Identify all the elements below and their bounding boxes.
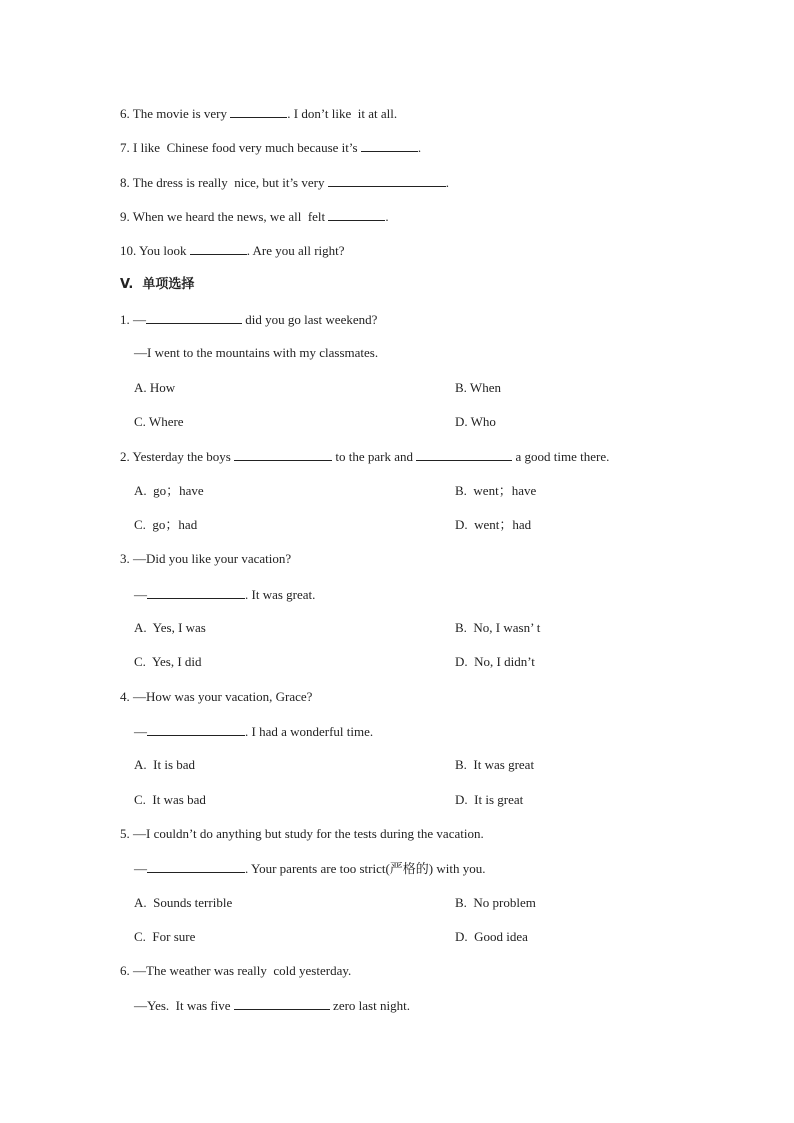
question-text: 2. Yesterday the boys — [120, 449, 235, 464]
option-d[interactable]: D. went；had — [455, 517, 532, 532]
question-2-stem — [120, 448, 609, 465]
fill-in-text: 7. I like Chinese food very much because it’s — [120, 140, 361, 155]
answer-blank[interactable] — [328, 208, 385, 221]
option-a[interactable]: A. go；have — [134, 483, 204, 498]
question-text: . Your parents are too strict(严格的) with you. — [245, 861, 486, 876]
question-text: 1. — — [120, 312, 146, 327]
fill-in-item-9 — [120, 208, 389, 225]
option-d[interactable]: D. Who — [455, 414, 496, 429]
option-b[interactable]: B. It was great — [455, 757, 535, 772]
option-c[interactable]: C. Where — [134, 414, 184, 429]
fill-in-text: . I don’t like it at all. — [287, 106, 398, 121]
answer-blank[interactable] — [234, 448, 332, 461]
option-a[interactable]: A. How — [134, 380, 176, 395]
fill-in-text: . — [445, 175, 449, 190]
question-3-dialog — [134, 586, 315, 603]
question-text: — — [134, 724, 147, 739]
question-4-dialog — [134, 723, 373, 740]
answer-blank[interactable] — [234, 997, 330, 1010]
answer-blank[interactable] — [416, 448, 512, 461]
option-b[interactable]: B. No problem — [455, 895, 536, 910]
answer-blank[interactable] — [147, 586, 245, 599]
question-text: a good time there. — [512, 449, 610, 464]
option-c[interactable]: C. Yes, I did — [134, 654, 202, 669]
answer-blank[interactable] — [146, 311, 242, 324]
question-text: . It was great. — [245, 587, 316, 602]
question-4-stem: 4. —How was your vacation, Grace? — [120, 689, 313, 704]
option-a[interactable]: A. It is bad — [134, 757, 196, 772]
option-d[interactable]: D. It is great — [455, 792, 524, 807]
question-text: —Yes. It was five — [134, 998, 234, 1013]
question-1-dialog: —I went to the mountains with my classmates. — [134, 345, 379, 360]
answer-blank[interactable] — [190, 242, 247, 255]
question-6-stem: 6. —The weather was really cold yesterday. — [120, 963, 352, 978]
question-3-stem: 3. —Did you like your vacation? — [120, 551, 292, 566]
option-b[interactable]: B. went；have — [455, 483, 537, 498]
option-b[interactable]: B. No, I wasn’ t — [455, 620, 541, 635]
fill-in-text: 8. The dress is really nice, but it’s very — [120, 175, 328, 190]
option-d[interactable]: D. No, I didn’t — [455, 654, 535, 669]
answer-blank[interactable] — [147, 723, 245, 736]
fill-in-item-10 — [120, 242, 345, 259]
question-1-stem — [120, 311, 377, 328]
answer-blank[interactable] — [328, 174, 446, 187]
option-c[interactable]: C. go；had — [134, 517, 198, 532]
option-a[interactable]: A. Sounds terrible — [134, 895, 233, 910]
fill-in-item-7 — [120, 139, 421, 156]
question-text: zero last night. — [329, 998, 410, 1013]
fill-in-text: . — [385, 209, 389, 224]
option-d[interactable]: D. Good idea — [455, 929, 528, 944]
option-c[interactable]: C. For sure — [134, 929, 196, 944]
option-b[interactable]: B. When — [455, 380, 501, 395]
fill-in-text: 9. When we heard the news, we all felt — [120, 209, 329, 224]
fill-in-text: . Are you all right? — [246, 243, 345, 258]
fill-in-item-6 — [120, 105, 397, 122]
question-text: to the park and — [332, 449, 417, 464]
question-5-dialog — [134, 860, 485, 877]
question-text: . I had a wonderful time. — [245, 724, 374, 739]
section-heading: V. 单项选择 — [120, 277, 195, 292]
option-c[interactable]: C. It was bad — [134, 792, 206, 807]
question-5-stem: 5. —I couldn’t do anything but study for the tests during the vacation. — [120, 826, 484, 841]
answer-blank[interactable] — [230, 105, 287, 118]
fill-in-text: . — [417, 140, 422, 155]
answer-blank[interactable] — [361, 139, 418, 152]
option-a[interactable]: A. Yes, I was — [134, 620, 206, 635]
answer-blank[interactable] — [147, 860, 245, 873]
fill-in-text: 6. The movie is very — [120, 106, 231, 121]
question-text: — — [134, 861, 147, 876]
question-text: — — [134, 587, 147, 602]
question-text: did you go last weekend? — [242, 312, 378, 327]
question-6-dialog — [134, 997, 410, 1014]
fill-in-item-8 — [120, 174, 449, 191]
fill-in-text: 10. You look — [120, 243, 190, 258]
